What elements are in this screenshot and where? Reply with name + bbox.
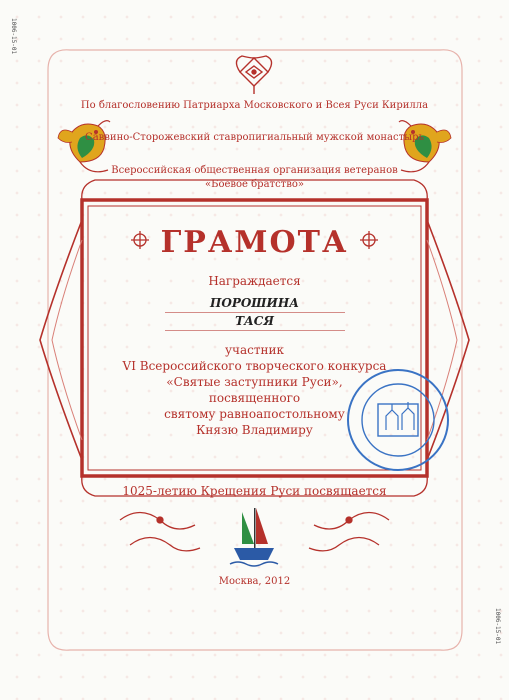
description-line-5: святому равноапостольному xyxy=(164,407,345,421)
description-line-1: участник xyxy=(224,343,284,357)
description-line-2: VI Всероссийского творческого конкурса xyxy=(122,359,387,373)
first-name-underline xyxy=(165,330,345,331)
certificate-title: ГРАМОТА xyxy=(160,225,349,260)
organization-line2: «Боевое братство» xyxy=(205,179,304,190)
description-line-4: посвященного xyxy=(208,391,301,405)
description-line-3: «Святые заступники Руси», xyxy=(166,375,343,389)
recipient-first-name: ТАСЯ xyxy=(235,314,274,328)
side-code-top: 1006-15-01 xyxy=(10,18,17,55)
recipient-surname: ПОРОШИНА xyxy=(210,296,299,310)
side-code-bottom: 1006-15-01 xyxy=(494,608,501,645)
organization-line1: Всероссийская общественная организация ветеранов xyxy=(111,165,398,176)
description-line-6: Князю Владимиру xyxy=(196,423,313,437)
monastery-text: Саввино-Сторожевский ставропигиальный мужской монастырь xyxy=(85,132,424,143)
blessing-text: По благословению Патриарха Московского и Всея Руси Кирилла xyxy=(80,100,429,111)
surname-underline xyxy=(165,312,345,313)
awarded-label: Награждается xyxy=(208,274,301,288)
place-year-text: Москва, 2012 xyxy=(218,576,291,587)
dedication-text: 1025-летию Крещения Руси посвящается xyxy=(122,484,387,498)
